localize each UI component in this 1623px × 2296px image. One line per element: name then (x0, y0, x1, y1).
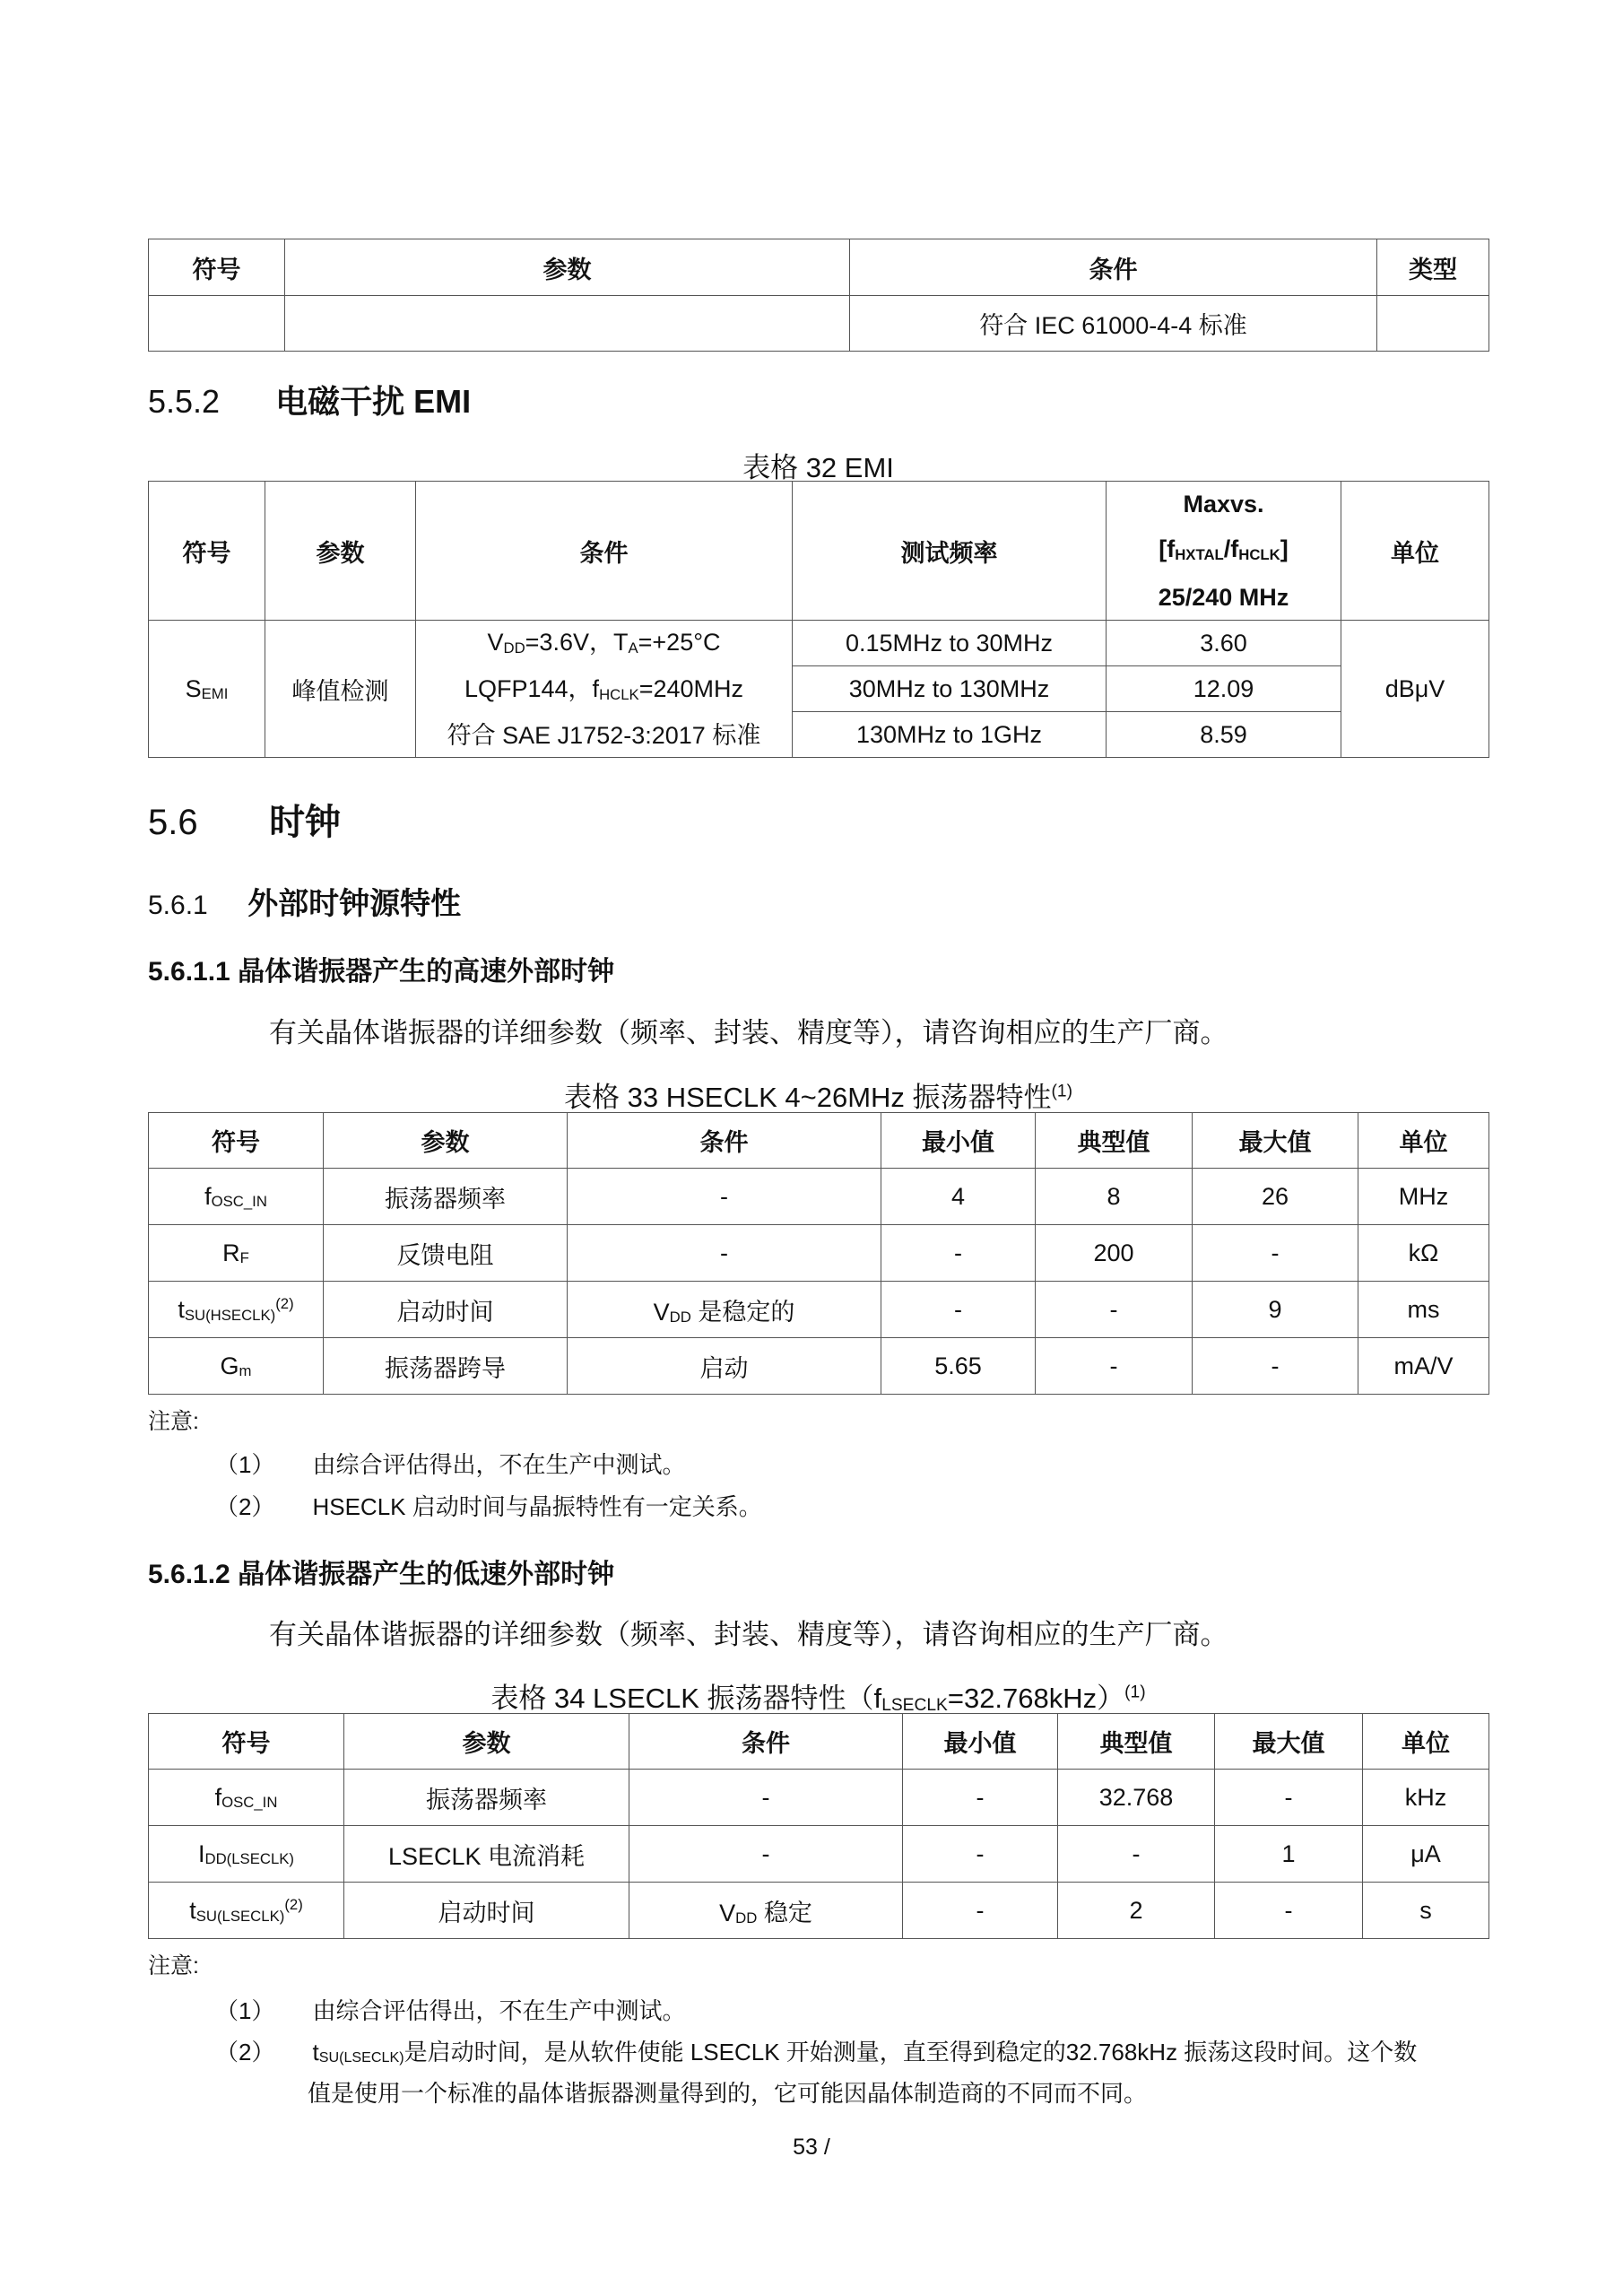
table32-freq: 0.15MHz to 30MHz (793, 621, 1107, 666)
max-header-line1: Maxvs. (1183, 491, 1264, 517)
table-top-cell-symbol (149, 296, 285, 352)
paragraph-1: 有关晶体谐振器的详细参数（频率、封装、精度等），请咨询相应的生产厂商。 (269, 1017, 1228, 1048)
table33-cond: - (568, 1169, 881, 1225)
table32-unit: dBμV (1341, 621, 1489, 758)
table32-header-freq: 测试频率 (793, 482, 1107, 621)
table33-cond: - (568, 1225, 881, 1282)
table34-max: - (1215, 1883, 1363, 1939)
table33-symbol: $G_m$ (149, 1338, 324, 1395)
table32-header-cond: 条件 (416, 482, 793, 621)
table32-header-param: 参数 (265, 482, 416, 621)
table32-freq: 30MHz to 130MHz (793, 666, 1107, 712)
table33-max: - (1193, 1225, 1358, 1282)
table34-typ: 32.768 (1058, 1770, 1215, 1826)
notes33-item-2: （2） HSECLK 启动时间与晶振特性有一定关系。 (215, 1493, 762, 1520)
table33-header: 符号 (149, 1113, 324, 1169)
table33-min: 4 (881, 1169, 1036, 1225)
table32-max: 3.60 (1107, 621, 1341, 666)
table33-caption: 表格 33 HSECLK 4~26MHz 振荡器特性$^{(1)}$ (564, 1082, 1072, 1113)
table34-symbol: $f_{OSC\_IN}$ (149, 1770, 344, 1826)
table-top-header-symbol: 符号 (149, 239, 285, 296)
table34-min: - (903, 1826, 1058, 1883)
table33-header: 参数 (324, 1113, 568, 1169)
table-top-header-type: 类型 (1377, 239, 1489, 296)
table32-max: 12.09 (1107, 666, 1341, 712)
section-title: 电磁干扰 EMI (275, 383, 472, 420)
table33-param: 启动时间 (324, 1282, 568, 1338)
table32 (148, 481, 1489, 758)
table34-header: 符号 (149, 1714, 344, 1770)
table-top-header-param: 参数 (285, 239, 850, 296)
table33-param: 振荡器频率 (324, 1169, 568, 1225)
table33-unit: mA/V (1358, 1338, 1489, 1395)
page-number: 53 / (793, 2135, 830, 2160)
table33-header: 条件 (568, 1113, 881, 1169)
table33-param: 反馈电阻 (324, 1225, 568, 1282)
table32-param: 峰值检测 (265, 621, 416, 758)
section-number: 5.6 (148, 803, 198, 842)
table32-caption: 表格 32 EMI (742, 452, 894, 483)
table34-cond: - (629, 1770, 903, 1826)
notes34-item-1: （1） 由综合评估得出，不在生产中测试。 (215, 1997, 686, 2024)
max-header-line3: 25/240 MHz (1158, 584, 1289, 611)
table34-min: - (903, 1770, 1058, 1826)
table34-param: 振荡器频率 (344, 1770, 629, 1826)
table-top-cell-cond: 符合 IEC 61000-4-4 标准 (850, 296, 1377, 352)
table34-header: 参数 (344, 1714, 629, 1770)
table34-unit: s (1363, 1883, 1489, 1939)
table34-caption: 表格 34 LSECLK 振荡器特性$(f_{LSECLK}=32.768kHz)^{(1)}$ (490, 1683, 1146, 1715)
table33-max: 26 (1193, 1169, 1358, 1225)
table33-min: - (881, 1225, 1036, 1282)
table32-max: 8.59 (1107, 712, 1341, 758)
table33-symbol: $f_{OSC\_IN}$ (149, 1169, 324, 1225)
notes34-label: 注意: (148, 1953, 199, 1979)
section-number: 5.6.1 (148, 891, 208, 920)
table32-header-symbol: 符号 (149, 482, 265, 621)
table34-param: LSECLK 电流消耗 (344, 1826, 629, 1883)
table34-min: - (903, 1883, 1058, 1939)
notes33-label: 注意: (148, 1409, 199, 1434)
table33-cond: $V_{DD}$ 是稳定的 (568, 1282, 881, 1338)
table34-header: 最大值 (1215, 1714, 1363, 1770)
table33-header: 典型值 (1036, 1113, 1193, 1169)
table33-param: 振荡器跨导 (324, 1338, 568, 1395)
table33-cond: 启动 (568, 1338, 881, 1395)
table-top-header-cond: 条件 (850, 239, 1377, 296)
table34-unit: kHz (1363, 1770, 1489, 1826)
table33-min: - (881, 1282, 1036, 1338)
table34-typ: 2 (1058, 1883, 1215, 1939)
table34-param: 启动时间 (344, 1883, 629, 1939)
table33-header: 单位 (1358, 1113, 1489, 1169)
table34-typ: - (1058, 1826, 1215, 1883)
table33-max: - (1193, 1338, 1358, 1395)
table34 (148, 1713, 1489, 1939)
table34-cond: - (629, 1826, 903, 1883)
notes34-item-2: （2） $t_{SU(LSECLK)}$是启动时间，是从软件使能 LSECLK 开始测量，直至得到稳定的32.768kHz 振荡这段时间。这个数 (215, 2039, 1418, 2066)
table34-header: 典型值 (1058, 1714, 1215, 1770)
table33-typ: 8 (1036, 1169, 1193, 1225)
table33-typ: - (1036, 1282, 1193, 1338)
paragraph-2: 有关晶体谐振器的详细参数（频率、封装、精度等），请咨询相应的生产厂商。 (269, 1619, 1228, 1650)
table34-cond: $V_{DD}$ 稳定 (629, 1883, 903, 1939)
table34-max: 1 (1215, 1826, 1363, 1883)
table34-header: 单位 (1363, 1714, 1489, 1770)
table34-unit: μA (1363, 1826, 1489, 1883)
section-title: 外部时钟源特性 (247, 887, 462, 921)
notes33-item-1: （1） 由综合评估得出，不在生产中测试。 (215, 1451, 686, 1478)
table33-max: 9 (1193, 1282, 1358, 1338)
section-title: 时钟 (269, 803, 342, 842)
table32-symbol: $S_{EMI}$ (149, 621, 265, 758)
table-top-cell-param (285, 296, 850, 352)
max-header-line2: $[f_{HXTAL}/f_{HCLK}]$ (1159, 535, 1289, 563)
table32-cond (416, 621, 793, 758)
section-heading-5-6 (148, 794, 341, 845)
table32-freq: 130MHz to 1GHz (793, 712, 1107, 758)
table33-unit: MHz (1358, 1169, 1489, 1225)
table34-max: - (1215, 1770, 1363, 1826)
table33-typ: - (1036, 1338, 1193, 1395)
table33-unit: kΩ (1358, 1225, 1489, 1282)
table33-min: 5.65 (881, 1338, 1036, 1395)
table34-symbol: $I_{DD(LSECLK)}$ (149, 1826, 344, 1883)
cond-line1: $V_{DD}=3.6V$，$T_A=+25^\circ C$ (487, 629, 721, 657)
table33-header: 最小值 (881, 1113, 1036, 1169)
table33 (148, 1112, 1489, 1395)
table34-header: 条件 (629, 1714, 903, 1770)
table-top-cell-type (1377, 296, 1489, 352)
section-heading-5-6-1 (148, 879, 461, 923)
section-heading-5-6-1-1: 5.6.1.1 晶体谐振器产生的高速外部时钟 (148, 957, 615, 987)
notes34-item-2-line2: 值是使用一个标准的晶体谐振器测量得到的，它可能因晶体制造商的不同而不同。 (308, 2080, 1148, 2107)
cond-line3: 符合 SAE J1752-3:2017 标准 (447, 722, 761, 749)
section-number: 5.5.2 (148, 383, 221, 420)
table33-header: 最大值 (1193, 1113, 1358, 1169)
table33-symbol: $R_F$ (149, 1225, 324, 1282)
table34-header: 最小值 (903, 1714, 1058, 1770)
table33-typ: 200 (1036, 1225, 1193, 1282)
table33-unit: ms (1358, 1282, 1489, 1338)
section-heading-5-5-2 (148, 377, 471, 422)
table32-header-unit: 单位 (1341, 482, 1489, 621)
table33-symbol: $t_{SU(HSECLK)}^{(2)}$ (149, 1282, 324, 1338)
table-top (148, 239, 1489, 352)
cond-line2: LQFP144，$f_{HCLK}=240MHz$ (464, 675, 744, 703)
table32-header-max (1107, 482, 1341, 621)
table34-symbol: $t_{SU(LSECLK)}^{(2)}$ (149, 1883, 344, 1939)
section-heading-5-6-1-2: 5.6.1.2 晶体谐振器产生的低速外部时钟 (148, 1560, 615, 1589)
